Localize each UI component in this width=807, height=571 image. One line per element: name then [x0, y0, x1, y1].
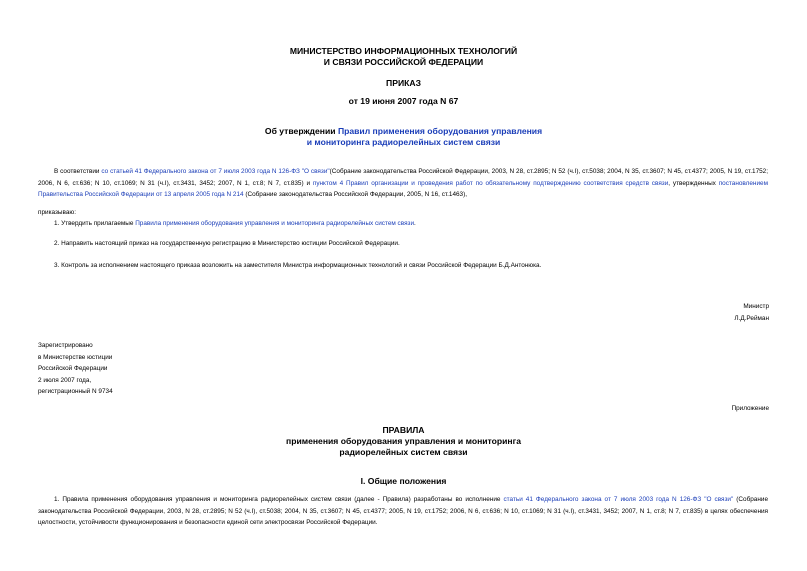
- document-type: ПРИКАЗ: [386, 78, 421, 88]
- signature-position: Министр: [743, 303, 769, 310]
- section-1-law-link[interactable]: статьи 41 Федерального закона от 7 июля 2003 года N 126-ФЗ "О связи": [503, 496, 734, 503]
- registration-line-4: 2 июля 2007 года,: [38, 376, 92, 384]
- government-resolution-link[interactable]: постановлением Правительства Российской Федерации от 13 апреля 2005 года N 214: [38, 179, 768, 198]
- ministry-name: [0, 46, 807, 68]
- preamble-text-1: В соответствии: [54, 168, 102, 175]
- registration-block: [38, 340, 113, 398]
- registration-line-5: регистрационный N 9734: [38, 388, 113, 395]
- rules-header-line-1: ПРАВИЛА: [382, 425, 425, 435]
- title-link-line-2[interactable]: и мониторинга радиорелейных систем связи: [306, 137, 501, 147]
- signature-block: [734, 301, 769, 324]
- item-1-end: .: [414, 220, 416, 227]
- registration-line-3: Российской Федерации: [38, 365, 108, 372]
- section-1-text-2: (Собрание законодательства Российской Федерации, 2003, N 28, ст.2895; N 52 (ч.I), ст.5038; 2004, N 35, ст.3607; N 45, ст.4377; 2005, N 19, ст.1752; 2006, N 6, ст.636; N 10, ст.1069; N 31 (ч.I), ст.3431, 3452; 2007, N 1, ст.8; N 7, ст.835) в целях обеспечения целостности, устойчивости функционирования и безопасности единой сети электросвязи Российской Федерации.: [38, 496, 768, 526]
- order-word: приказываю:: [38, 209, 76, 216]
- ministry-line-1: МИНИСТЕРСТВО ИНФОРМАЦИОННЫХ ТЕХНОЛОГИЙ: [289, 46, 518, 56]
- section-1-paragraph-1: [38, 494, 768, 529]
- title-link-line-1[interactable]: Правил применения оборудования управления: [337, 126, 543, 136]
- approved-rules-link[interactable]: Правила применения оборудования управления и мониторинга радиорелейных систем связи: [135, 220, 415, 227]
- preamble-text-2: (Собрание законодательства Российской Федерации, 2003, N 28, ст.2895; N 52 (ч.I), ст.5038; 2004, N 35, ст.3607; N 45, ст.4377; 2005, N 19, ст.1752; 2006, N 6, ст.636; N 10, ст.1069; N 31 (ч.I), ст.3431, 3452; 2007, N 1, ст.8; N 7, ст.835) и: [38, 168, 769, 187]
- rules-header-line-3: радиорелейных систем связи: [339, 447, 468, 457]
- preamble-text-4: (Собрание законодательства Российской Федерации, 2005, N 16, ст.1463),: [243, 191, 468, 198]
- rules-header: [0, 425, 807, 458]
- order-item-1: [54, 218, 416, 230]
- preamble-paragraph: [38, 166, 768, 201]
- document-date-number: от 19 июня 2007 года N 67: [348, 96, 459, 106]
- document-title: [0, 126, 807, 148]
- rules-header-line-2: применения оборудования управления и мониторинга: [286, 436, 521, 446]
- appendix-label: Приложение: [731, 405, 769, 412]
- signature-name: Л.Д.Рейман: [734, 314, 769, 322]
- registration-line-2: в Министерстве юстиции: [38, 353, 113, 361]
- law-article-41-link[interactable]: со статьей 41 Федерального закона от 7 июля 2003 года N 126-ФЗ "О связи": [101, 168, 330, 175]
- preamble-text-3: , утвержденных: [668, 179, 719, 187]
- section-1-text-1: 1. Правила применения оборудования управления и мониторинга радиорелейных систем связи (далее - Правила) разработаны во исполнение: [54, 496, 504, 503]
- section-1-title: I. Общие положения: [360, 476, 447, 486]
- order-item-3: 3. Контроль за исполнением настоящего приказа возложить на заместителя Министра информационных технологий и связи Российской Федерации Б.Д.Антонюка.: [54, 262, 542, 269]
- title-prefix: Об утверждении: [264, 126, 338, 136]
- rules-point-4-link[interactable]: пунктом 4 Правил организации и проведения работ по обязательному подтверждению соответствия средств связи: [312, 179, 669, 187]
- order-item-2: 2. Направить настоящий приказ на государственную регистрацию в Министерство юстиции Российской Федерации.: [54, 240, 400, 247]
- item-1-text: 1. Утвердить прилагаемые: [54, 220, 136, 227]
- registration-line-1: Зарегистрировано: [38, 342, 93, 349]
- ministry-line-2: И СВЯЗИ РОССИЙСКОЙ ФЕДЕРАЦИИ: [323, 57, 484, 67]
